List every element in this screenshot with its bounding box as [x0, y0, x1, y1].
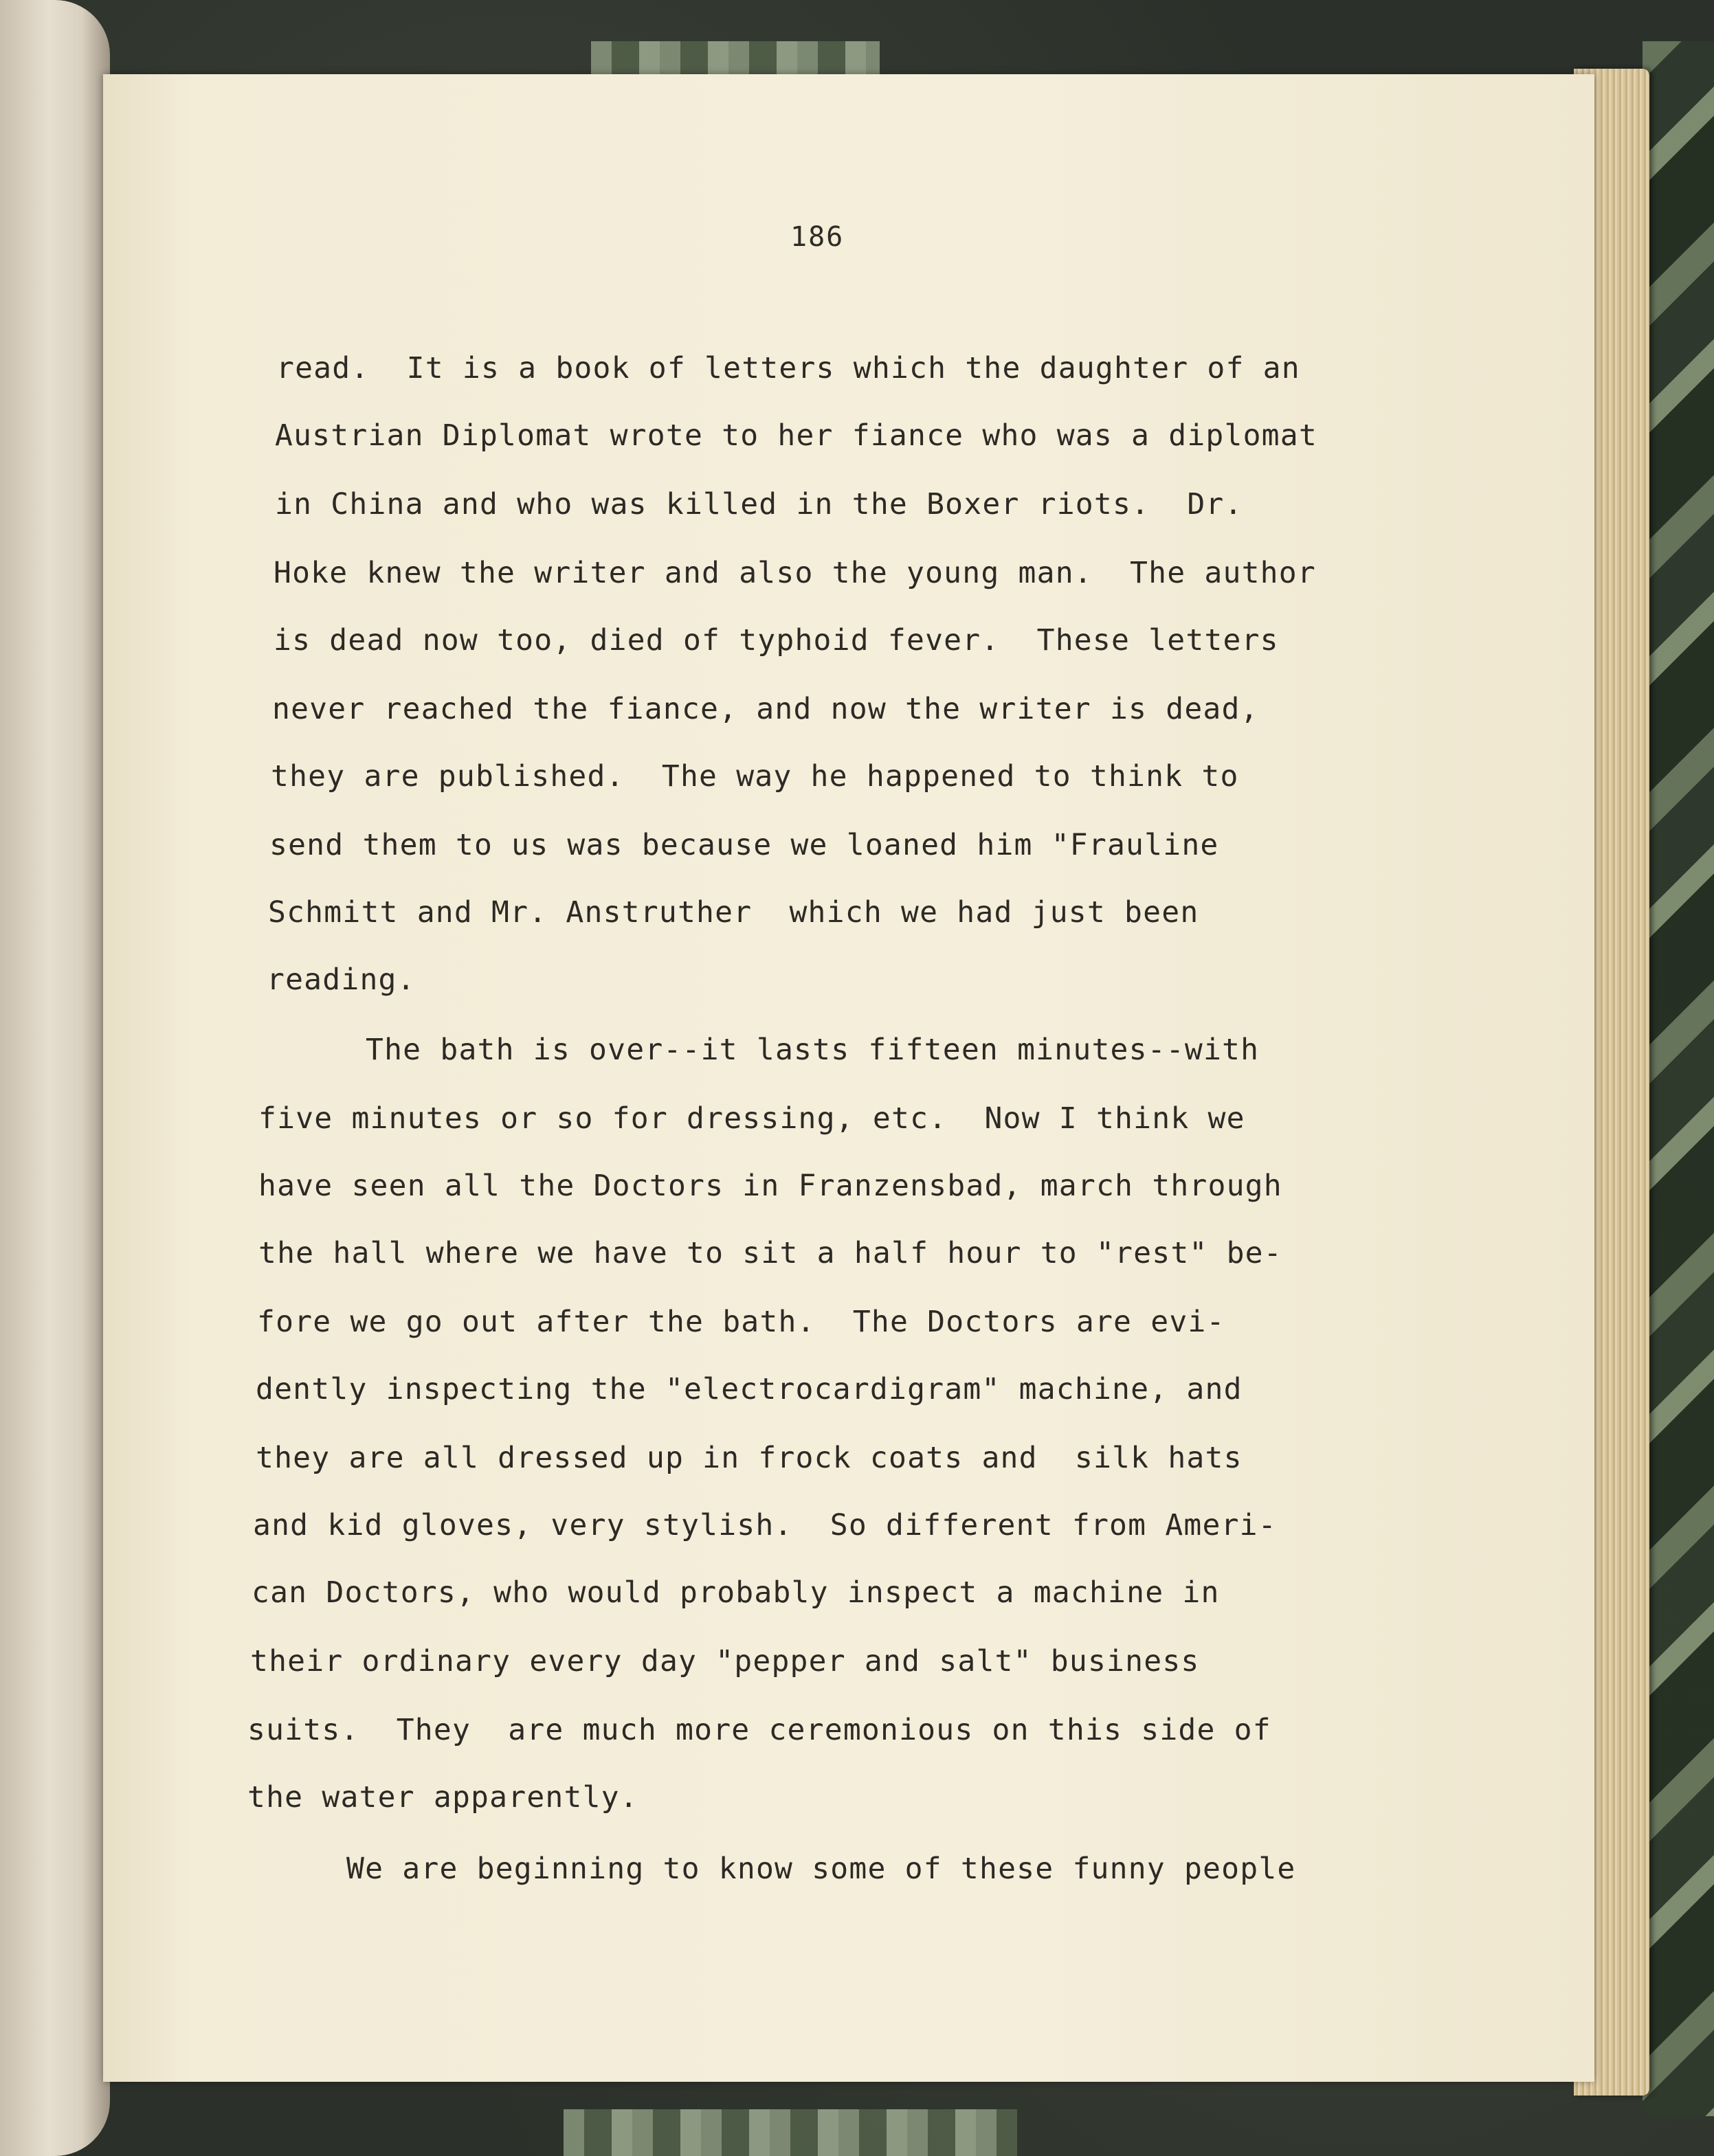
text-line: suits. They are much more ceremonious on this side of [247, 1713, 1271, 1747]
page-number: 186 [790, 221, 845, 253]
text-line: Austrian Diplomat wrote to her fiance who was a diplomat [275, 418, 1317, 453]
text-line: We are beginning to know some of these funny people [346, 1852, 1296, 1886]
text-line: can Doctors, who would probably inspect a machine in [252, 1575, 1220, 1610]
text-line: never reached the fiance, and now the writer is dead, [272, 692, 1259, 726]
text-line: the hall where we have to sit a half hour to "rest" be- [258, 1236, 1282, 1270]
text-line: fore we go out after the bath. The Doctors are evi- [257, 1305, 1225, 1339]
text-line: reading. [267, 963, 416, 997]
text-line: send them to us was because we loaned him "Frauline [269, 828, 1219, 862]
text-line: Hoke knew the writer and also the young man. The author [274, 556, 1316, 590]
text-line: they are published. The way he happened to think to [271, 759, 1239, 794]
text-line: The bath is over--it lasts fifteen minutes--with [366, 1033, 1260, 1067]
text-line: have seen all the Doctors in Franzensbad, march through [258, 1169, 1282, 1203]
text-line: is dead now too, died of typhoid fever. These letters [274, 623, 1279, 658]
text-line: and kid gloves, very stylish. So different from Ameri- [253, 1508, 1277, 1542]
text-line: Schmitt and Mr. Anstruther which we had just been [268, 895, 1199, 930]
text-line: dently inspecting the "electrocardigram" machine, and [256, 1372, 1243, 1406]
text-line: five minutes or so for dressing, etc. Now I think we [258, 1101, 1245, 1136]
text-line: in China and who was killed in the Boxer riots. Dr. [275, 487, 1243, 521]
text-line: read. It is a book of letters which the daughter of an [276, 351, 1300, 385]
text-line: they are all dressed up in frock coats and silk hats [256, 1441, 1243, 1475]
text-line: their ordinary every day "pepper and salt" business [250, 1644, 1200, 1678]
text-line: the water apparently. [247, 1780, 638, 1815]
